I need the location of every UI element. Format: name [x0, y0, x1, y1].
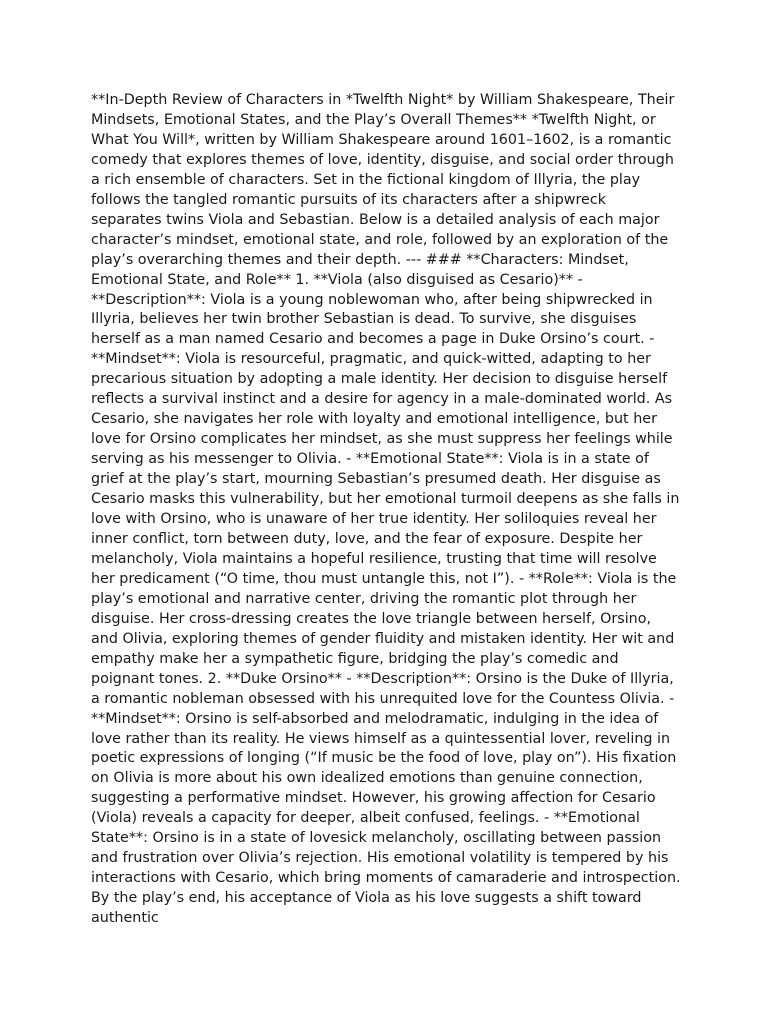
document-page — [91, 91, 681, 929]
body-paragraph: **In-Depth Review of Characters in *Twelfth Night* by William Shakespeare, Their Mindsets, Emotional States, and the Play’s Overall Themes** *Twelfth Night, or What You Will*, written by William Shakespeare around 1601–1602, is a romantic comedy that explores themes of love, identity, disguise, and social order through a rich ensemble of characters. Set in the fictional kingdom of Illyria, the play follows the tangled romantic pursuits of its characters after a shipwreck separates twins Viola and Sebastian. Below is a detailed analysis of each major character’s mindset, emotional state, and role, followed by an exploration of the play’s overarching themes and their depth. --- ### **Characters: Mindset, Emotional State, and Role** 1. **Viola (also disguised as Cesario)** - **Description**: Viola is a young noblewoman who, after being shipwrecked in Illyria, believes her twin brother Sebastian is dead. To survive, she disguises herself as a man named Cesario and becomes a page in Duke Orsino’s court. - **Mindset**: Viola is resourceful, pragmatic, and quick-witted, adapting to her precarious situation by adopting a male identity. Her decision to disguise herself reflects a survival instinct and a desire for agency in a male-dominated world. As Cesario, she navigates her role with loyalty and emotional intelligence, but her love for Orsino complicates her mindset, as she must suppress her feelings while serving as his messenger to Olivia. - **Emotional State**: Viola is in a state of grief at the play’s start, mourning Sebastian’s presumed death. Her disguise as Cesario masks this vulnerability, but her emotional turmoil deepens as she falls in love with Orsino, who is unaware of her true identity. Her soliloquies reveal her inner conflict, torn between duty, love, and the fear of exposure. Despite her melancholy, Viola maintains a hopeful resilience, trusting that time will resolve her predicament (“O time, thou must untangle this, not I”). - **Role**: Viola is the play’s emotional and narrative center, driving the romantic plot through her disguise. Her cross-dressing creates the love triangle between herself, Orsino, and Olivia, exploring themes of gender fluidity and mistaken identity. Her wit and empathy make her a sympathetic figure, bridging the play’s comedic and poignant tones. 2. **Duke Orsino** - **Description**: Orsino is the Duke of Illyria, a romantic nobleman obsessed with his unrequited love for the Countess Olivia. - **Mindset**: Orsino is self-absorbed and melodramatic, indulging in the idea of love rather than its reality. He views himself as a quintessential lover, reveling in poetic expressions of longing (“If music be the food of love, play on”). His fixation on Olivia is more about his own idealized emotions than genuine connection, suggesting a performative mindset. However, his growing affection for Cesario (Viola) reveals a capacity for deeper, albeit confused, feelings. - **Emotional State**: Orsino is in a state of lovesick melancholy, oscillating between passion and frustration over Olivia’s rejection. His emotional volatility is tempered by his interactions with Cesario, which bring moments of camaraderie and introspection. By the play’s end, his acceptance of Viola as his love suggests a shift toward authentic — [91, 92, 681, 927]
